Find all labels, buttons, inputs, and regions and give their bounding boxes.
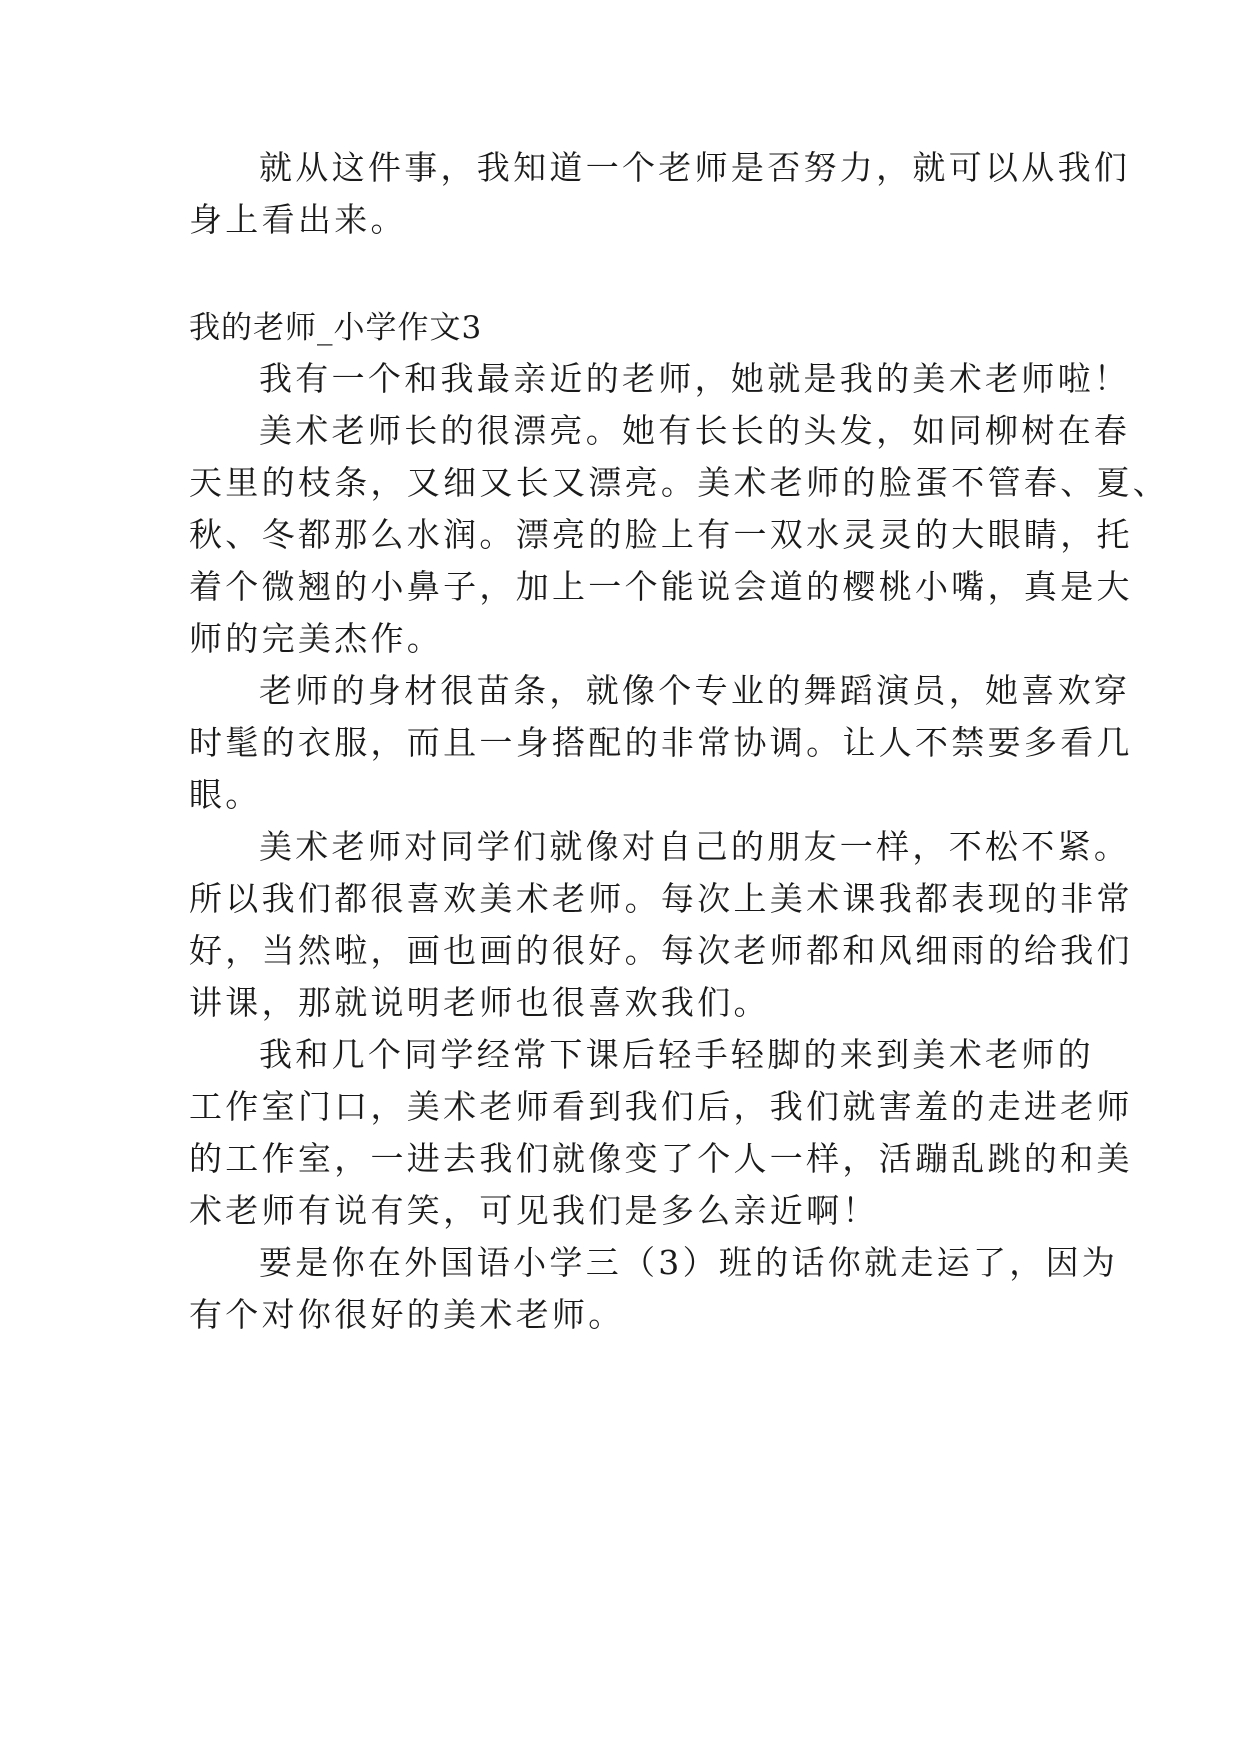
paragraph-2-line-1: 美术老师长的很漂亮。她有长长的头发，如同柳树在春 [259, 411, 1131, 450]
paragraph-4-line-3: 好，当然啦，画也画的很好。每次老师都和风细雨的给我们 [189, 931, 1133, 970]
paragraph-5-line-2: 工作室门口，美术老师看到我们后，我们就害羞的走进老师 [189, 1087, 1133, 1126]
paragraph-3-line-1: 老师的身材很苗条，就像个专业的舞蹈演员，她喜欢穿 [259, 671, 1131, 710]
paragraph-3-line-3: 眼。 [189, 775, 262, 814]
paragraph-5-line-4: 术老师有说有笑，可见我们是多么亲近啊！ [189, 1191, 879, 1230]
section-title: 我的老师_小学作文3 [189, 310, 483, 346]
paragraph-4-line-2: 所以我们都很喜欢美术老师。每次上美术课我都表现的非常 [189, 879, 1133, 918]
paragraph-2-line-2: 天里的枝条，又细又长又漂亮。美术老师的脸蛋不管春、夏、 [189, 463, 1170, 502]
paragraph-2-line-5: 师的完美杰作。 [189, 619, 444, 658]
paragraph-4-line-1: 美术老师对同学们就像对自己的朋友一样，不松不紧。 [259, 827, 1131, 866]
paragraph-2-line-3: 秋、冬都那么水润。漂亮的脸上有一双水灵灵的大眼睛，托 [189, 515, 1133, 554]
paragraph-6-line-2: 有个对你很好的美术老师。 [189, 1295, 625, 1334]
paragraph-4-line-4: 讲课，那就说明老师也很喜欢我们。 [189, 983, 770, 1022]
paragraph-5-line-1: 我和几个同学经常下课后轻手轻脚的来到美术老师的 [259, 1035, 1094, 1074]
intro-line-2: 身上看出来。 [189, 200, 407, 239]
paragraph-5-line-3: 的工作室，一进去我们就像变了个人一样，活蹦乱跳的和美 [189, 1139, 1133, 1178]
paragraph-1-line-1: 我有一个和我最亲近的老师，她就是我的美术老师啦！ [259, 359, 1131, 398]
intro-line-1: 就从这件事，我知道一个老师是否努力，就可以从我们 [259, 148, 1131, 187]
paragraph-2-line-4: 着个微翘的小鼻子，加上一个能说会道的樱桃小嘴，真是大 [189, 567, 1133, 606]
paragraph-3-line-2: 时髦的衣服，而且一身搭配的非常协调。让人不禁要多看几 [189, 723, 1133, 762]
paragraph-6-line-1: 要是你在外国语小学三（3）班的话你就走运了，因为 [259, 1243, 1119, 1282]
